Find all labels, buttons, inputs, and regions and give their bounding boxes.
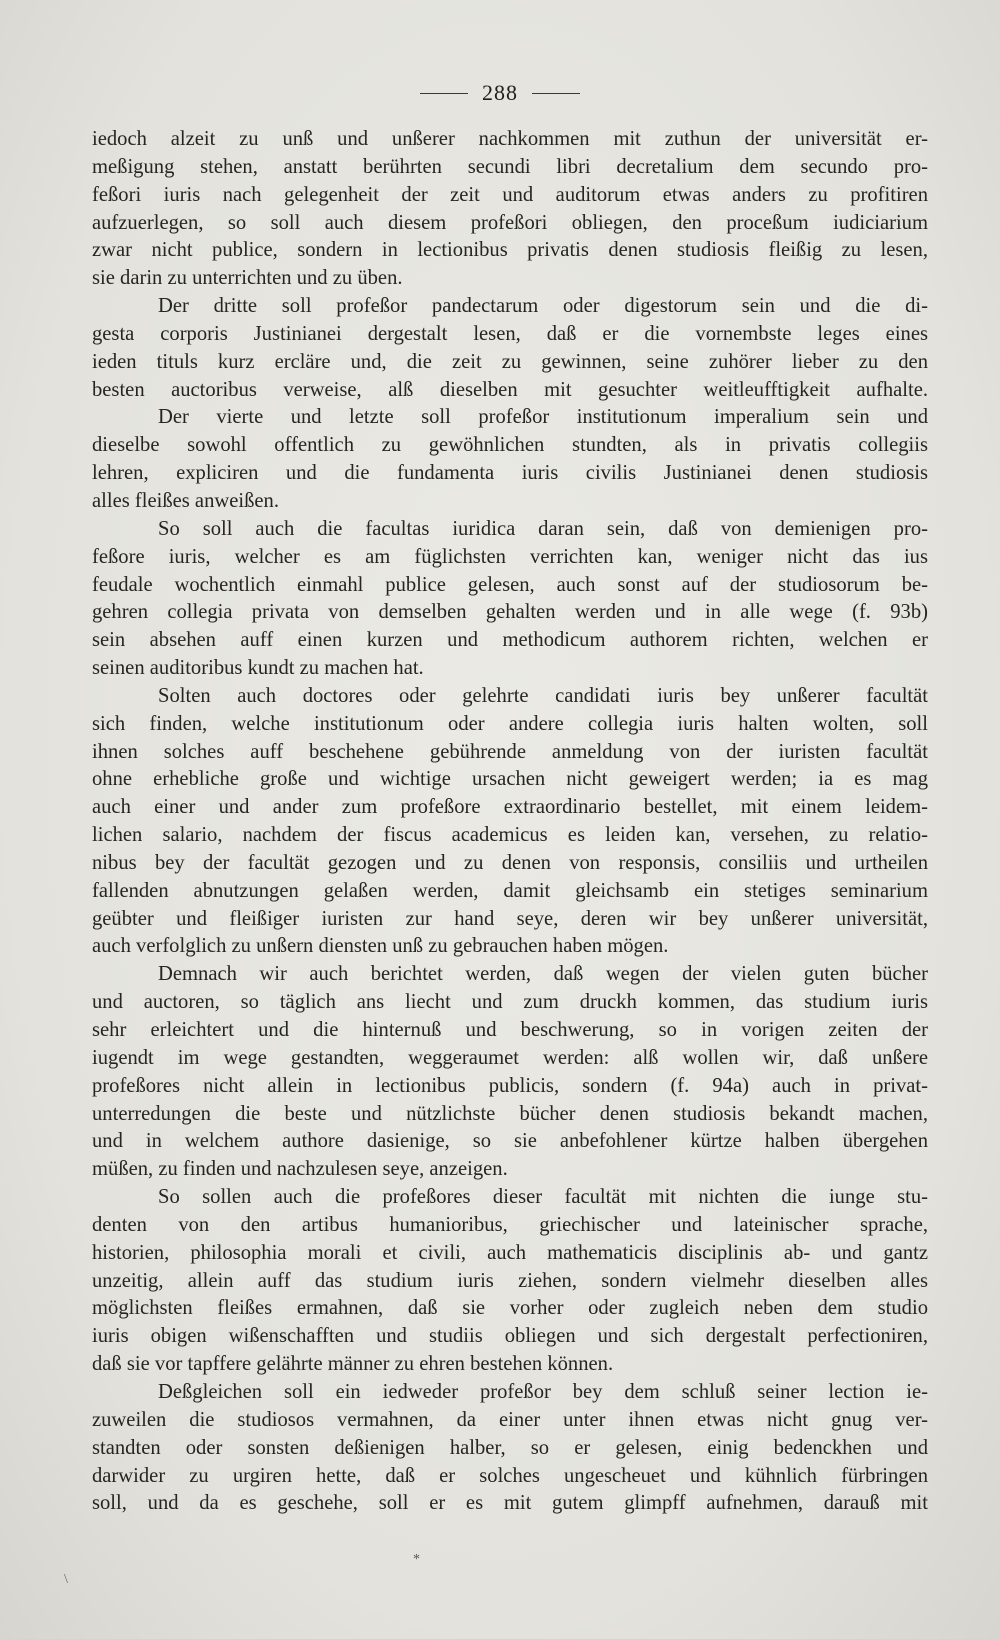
text-line: möglichsten fleißes ermahnen, daß sie vorher oder zugleich neben dem studio <box>92 1297 928 1320</box>
text-line: aufzuerlegen, so soll auch diesem profeßori obliegen, den proceßum iudiciarium <box>92 211 928 234</box>
text-line: auch einer und ander zum profeßore extraordinario bestellet, mit einem leidem- <box>92 796 928 819</box>
footer-mark: * <box>413 1552 420 1567</box>
text-line: ieden tituls kurz ercläre und, die zeit zu gewinnen, seine zuhörer lieber zu den <box>92 350 928 373</box>
text-line: auch verfolglich zu unßern diensten unß zu gebrauchen haben mögen. <box>92 935 669 958</box>
text-line: Der vierte und letzte soll profeßor institutionum imperalium sein und <box>158 406 928 429</box>
margin-mark: \ <box>64 1572 68 1587</box>
text-line: besten auctoribus verweise, alß dieselben mit gesuchter weitleufftigkeit aufhalte. <box>92 378 928 401</box>
text-line: denten von den artibus humanioribus, griechischer und lateinischer sprache, <box>92 1213 928 1236</box>
header-rule-left <box>420 93 468 94</box>
text-line: alles fleißes anweißen. <box>92 489 279 512</box>
text-line: So soll auch die facultas iuridica daran sein, daß von demienigen pro- <box>158 517 928 540</box>
text-line: sich finden, welche institutionum oder andere collegia iuris halten wolten, soll <box>92 712 928 735</box>
text-line: profeßores nicht allein in lectionibus publicis, sondern (f. 94a) auch in privat- <box>92 1074 928 1097</box>
text-line: iugendt im wege gestandten, weggeraumet werden: alß wollen wir, daß unßere <box>92 1046 928 1069</box>
text-line: geübter und fleißiger iuristen zur hand seye, deren wir bey unßerer universität, <box>92 907 928 930</box>
text-line: historien, philosophia morali et civili, auch mathematicis disciplinis ab- und gantz <box>92 1241 928 1264</box>
text-line: feudale wochentlich einmahl publice gelesen, auch sonst auf der studiosorum be- <box>92 573 928 596</box>
text-line: iuris obigen wißenschafften und studiis obliegen und sich dergestalt perfectioniren, <box>92 1325 928 1348</box>
text-line: gehren collegia privata von demselben gehalten werden und in alle wege (f. 93b) <box>92 601 928 624</box>
text-line: lichen salario, nachdem der fiscus academicus es leiden kan, versehen, zu relatio- <box>92 824 928 847</box>
text-line: und auctoren, so täglich ans liecht und zum druckh kommen, das studium iuris <box>92 991 928 1014</box>
page-header <box>0 80 1000 106</box>
text-line: Solten auch doctores oder gelehrte candidati iuris bey unßerer facultät <box>158 684 928 707</box>
text-line: sein absehen auff einen kurzen und methodicum authorem richten, welchen er <box>92 629 928 652</box>
text-line: daß sie vor tapffere gelährte männer zu ehren bestehen können. <box>92 1353 614 1376</box>
text-line: und in welchem authore dasienige, so sie anbefohlener kürtze halben übergehen <box>92 1130 928 1153</box>
text-line: müßen, zu finden und nachzulesen seye, anzeigen. <box>92 1158 508 1181</box>
text-line: feßori iuris nach gelegenheit der zeit und auditorum etwas anders zu profitiren <box>92 183 928 206</box>
text-line: dieselbe sowohl offentlich zu gewöhnlichen stundten, als in privatis collegiis <box>92 434 928 457</box>
text-line: ihnen solches auff beschehene gebührende anmeldung von der iuristen facultät <box>92 740 928 763</box>
text-line: meßigung stehen, anstatt berührten secundi libri decretalium dem secundo pro- <box>92 155 928 178</box>
text-line: standten oder sonsten deßienigen halber, so er gelesen, einig bedenckhen und <box>92 1436 928 1459</box>
text-line: iedoch alzeit zu unß und unßerer nachkommen mit zuthun der universität er- <box>92 128 928 150</box>
text-line: sie darin zu unterrichten und zu üben. <box>92 267 403 290</box>
text-line: sehr erleichtert und die hinternuß und beschwerung, so in vorigen zeiten der <box>92 1019 928 1041</box>
page-number: 288 <box>482 80 518 105</box>
text-line: seinen auditoribus kundt zu machen hat. <box>92 657 424 680</box>
text-line: zwar nicht publice, sondern in lectionibus privatis denen studiosis fleißig zu lesen, <box>92 239 928 262</box>
body-text <box>92 126 928 1518</box>
text-line: unterredungen die beste und nützlichste bücher denen studiosis bekandt machen, <box>92 1102 928 1125</box>
text-line: So sollen auch die profeßores dieser facultät mit nichten die iunge stu- <box>158 1186 928 1209</box>
text-line: unzeitig, allein auff das studium iuris ziehen, sondern vielmehr dieselben alles <box>92 1269 928 1292</box>
text-line: gesta corporis Justinianei dergestalt lesen, daß er die vornembste leges eines <box>92 322 928 345</box>
text-line: soll, und da es geschehe, soll er es mit gutem glimpff aufnehmen, darauß mit <box>92 1492 928 1515</box>
text-line: ohne erhebliche große und wichtige ursachen nicht geweigert werden; ia es mag <box>92 768 928 791</box>
text-line: darwider zu urgiren hette, daß er solches ungescheuet und kühnlich fürbringen <box>92 1464 928 1487</box>
text-line: Deßgleichen soll ein iedweder profeßor bey dem schluß seiner lection ie- <box>158 1380 928 1403</box>
header-rule-right <box>532 93 580 94</box>
text-line: Der dritte soll profeßor pandectarum oder digestorum sein und die di- <box>158 295 928 318</box>
text-line: fallenden abnutzungen gelaßen werden, damit gleichsamb ein stetiges seminarium <box>92 879 928 902</box>
text-line: feßore iuris, welcher es am füglichsten verrichten kan, weniger nicht das ius <box>92 545 928 568</box>
text-line: Demnach wir auch berichtet werden, daß wegen der vielen guten bücher <box>158 963 928 986</box>
text-line: nibus bey der facultät gezogen und zu denen von responsis, consiliis und urtheilen <box>92 851 928 874</box>
text-line: lehren, expliciren und die fundamenta iuris civilis Justinianei denen studiosis <box>92 462 928 485</box>
text-line: zuweilen die studiosos vermahnen, da einer unter ihnen etwas nicht gnug ver- <box>92 1408 928 1431</box>
